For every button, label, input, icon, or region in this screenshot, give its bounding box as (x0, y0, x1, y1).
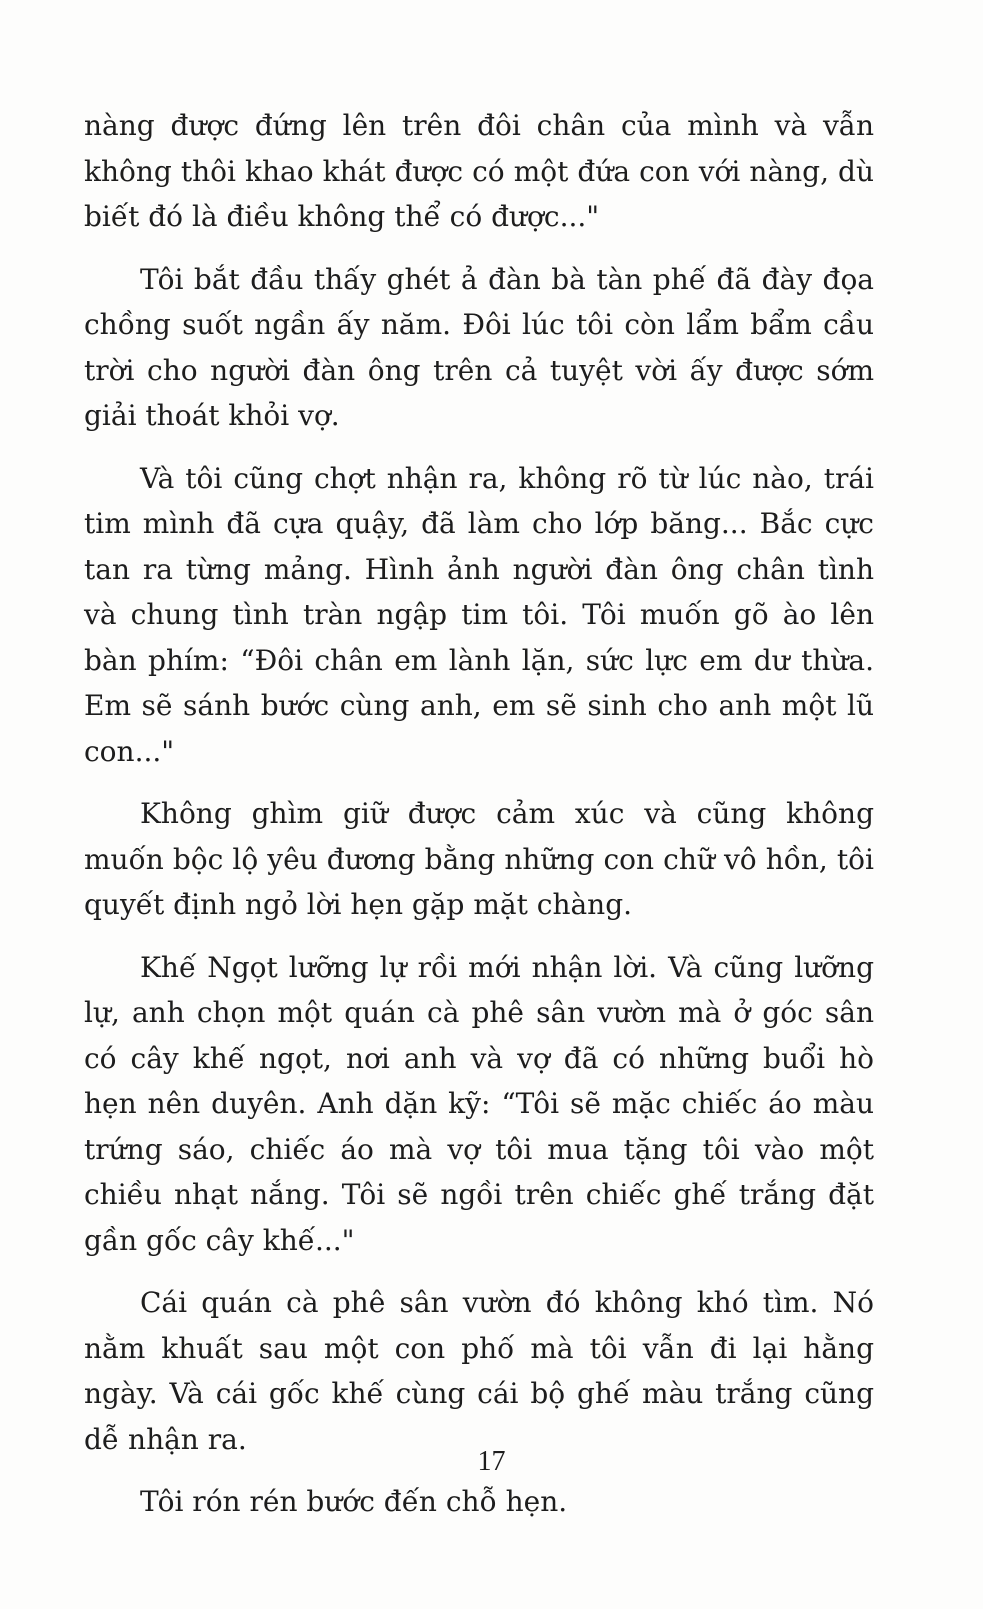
paragraph-7: Tôi rón rén bước đến chỗ hẹn. (140, 1485, 568, 1518)
paragraph-6: Cái quán cà phê sân vườn đó không khó tìm. Nó nằm khuất sau một con phố mà tôi vẫn đi lại hằng ngày. Và cái gốc khế cùng cái bộ ghế màu trắng cũng dễ nhận ra. (84, 1286, 874, 1456)
paragraph-3: Và tôi cũng chợt nhận ra, không rõ từ lúc nào, trái tim mình đã cựa quậy, đã làm cho lớp băng... Bắc cực tan ra từng mảng. Hình ảnh người đàn ông chân tình và chung tình tràn ngập tim tôi. Tôi muốn gõ ào lên bàn phím: “Đôi chân em lành lặn, sức lực em dư thừa. Em sẽ sánh bước cùng anh, em sẽ sinh cho anh một lũ con..." (84, 461, 874, 768)
paragraph-5: Khế Ngọt lưỡng lự rồi mới nhận lời. Và cũng lưỡng lự, anh chọn một quán cà phê sân vườn mà ở góc sân có cây khế ngọt, nơi anh và vợ đã có những buổi hò hẹn nên duyên. Anh dặn kỹ: “Tôi sẽ mặc chiếc áo màu trứng sáo, chiếc áo mà vợ tôi mua tặng tôi vào một chiều nhạt nắng. Tôi sẽ ngồi trên chiếc ghế trắng đặt gần gốc cây khế..." (84, 950, 874, 1257)
paragraph-2: Tôi bắt đầu thấy ghét ả đàn bà tàn phế đã đày đọa chồng suốt ngần ấy năm. Đôi lúc tôi còn lẩm bẩm cầu trời cho người đàn ông trên cả tuyệt vời ấy được sớm giải thoát khỏi vợ. (84, 262, 874, 432)
paragraph-4: Không ghìm giữ được cảm xúc và cũng không muốn bộc lộ yêu đương bằng những con chữ vô hồn, tôi quyết định ngỏ lời hẹn gặp mặt chàng. (84, 797, 874, 921)
paragraph-1: nàng được đứng lên trên đôi chân của mình và vẫn không thôi khao khát được có một đứa con với nàng, dù biết đó là điều không thể có được..." (84, 109, 874, 233)
body-text (84, 103, 874, 1542)
page-number: 17 (477, 1446, 506, 1477)
